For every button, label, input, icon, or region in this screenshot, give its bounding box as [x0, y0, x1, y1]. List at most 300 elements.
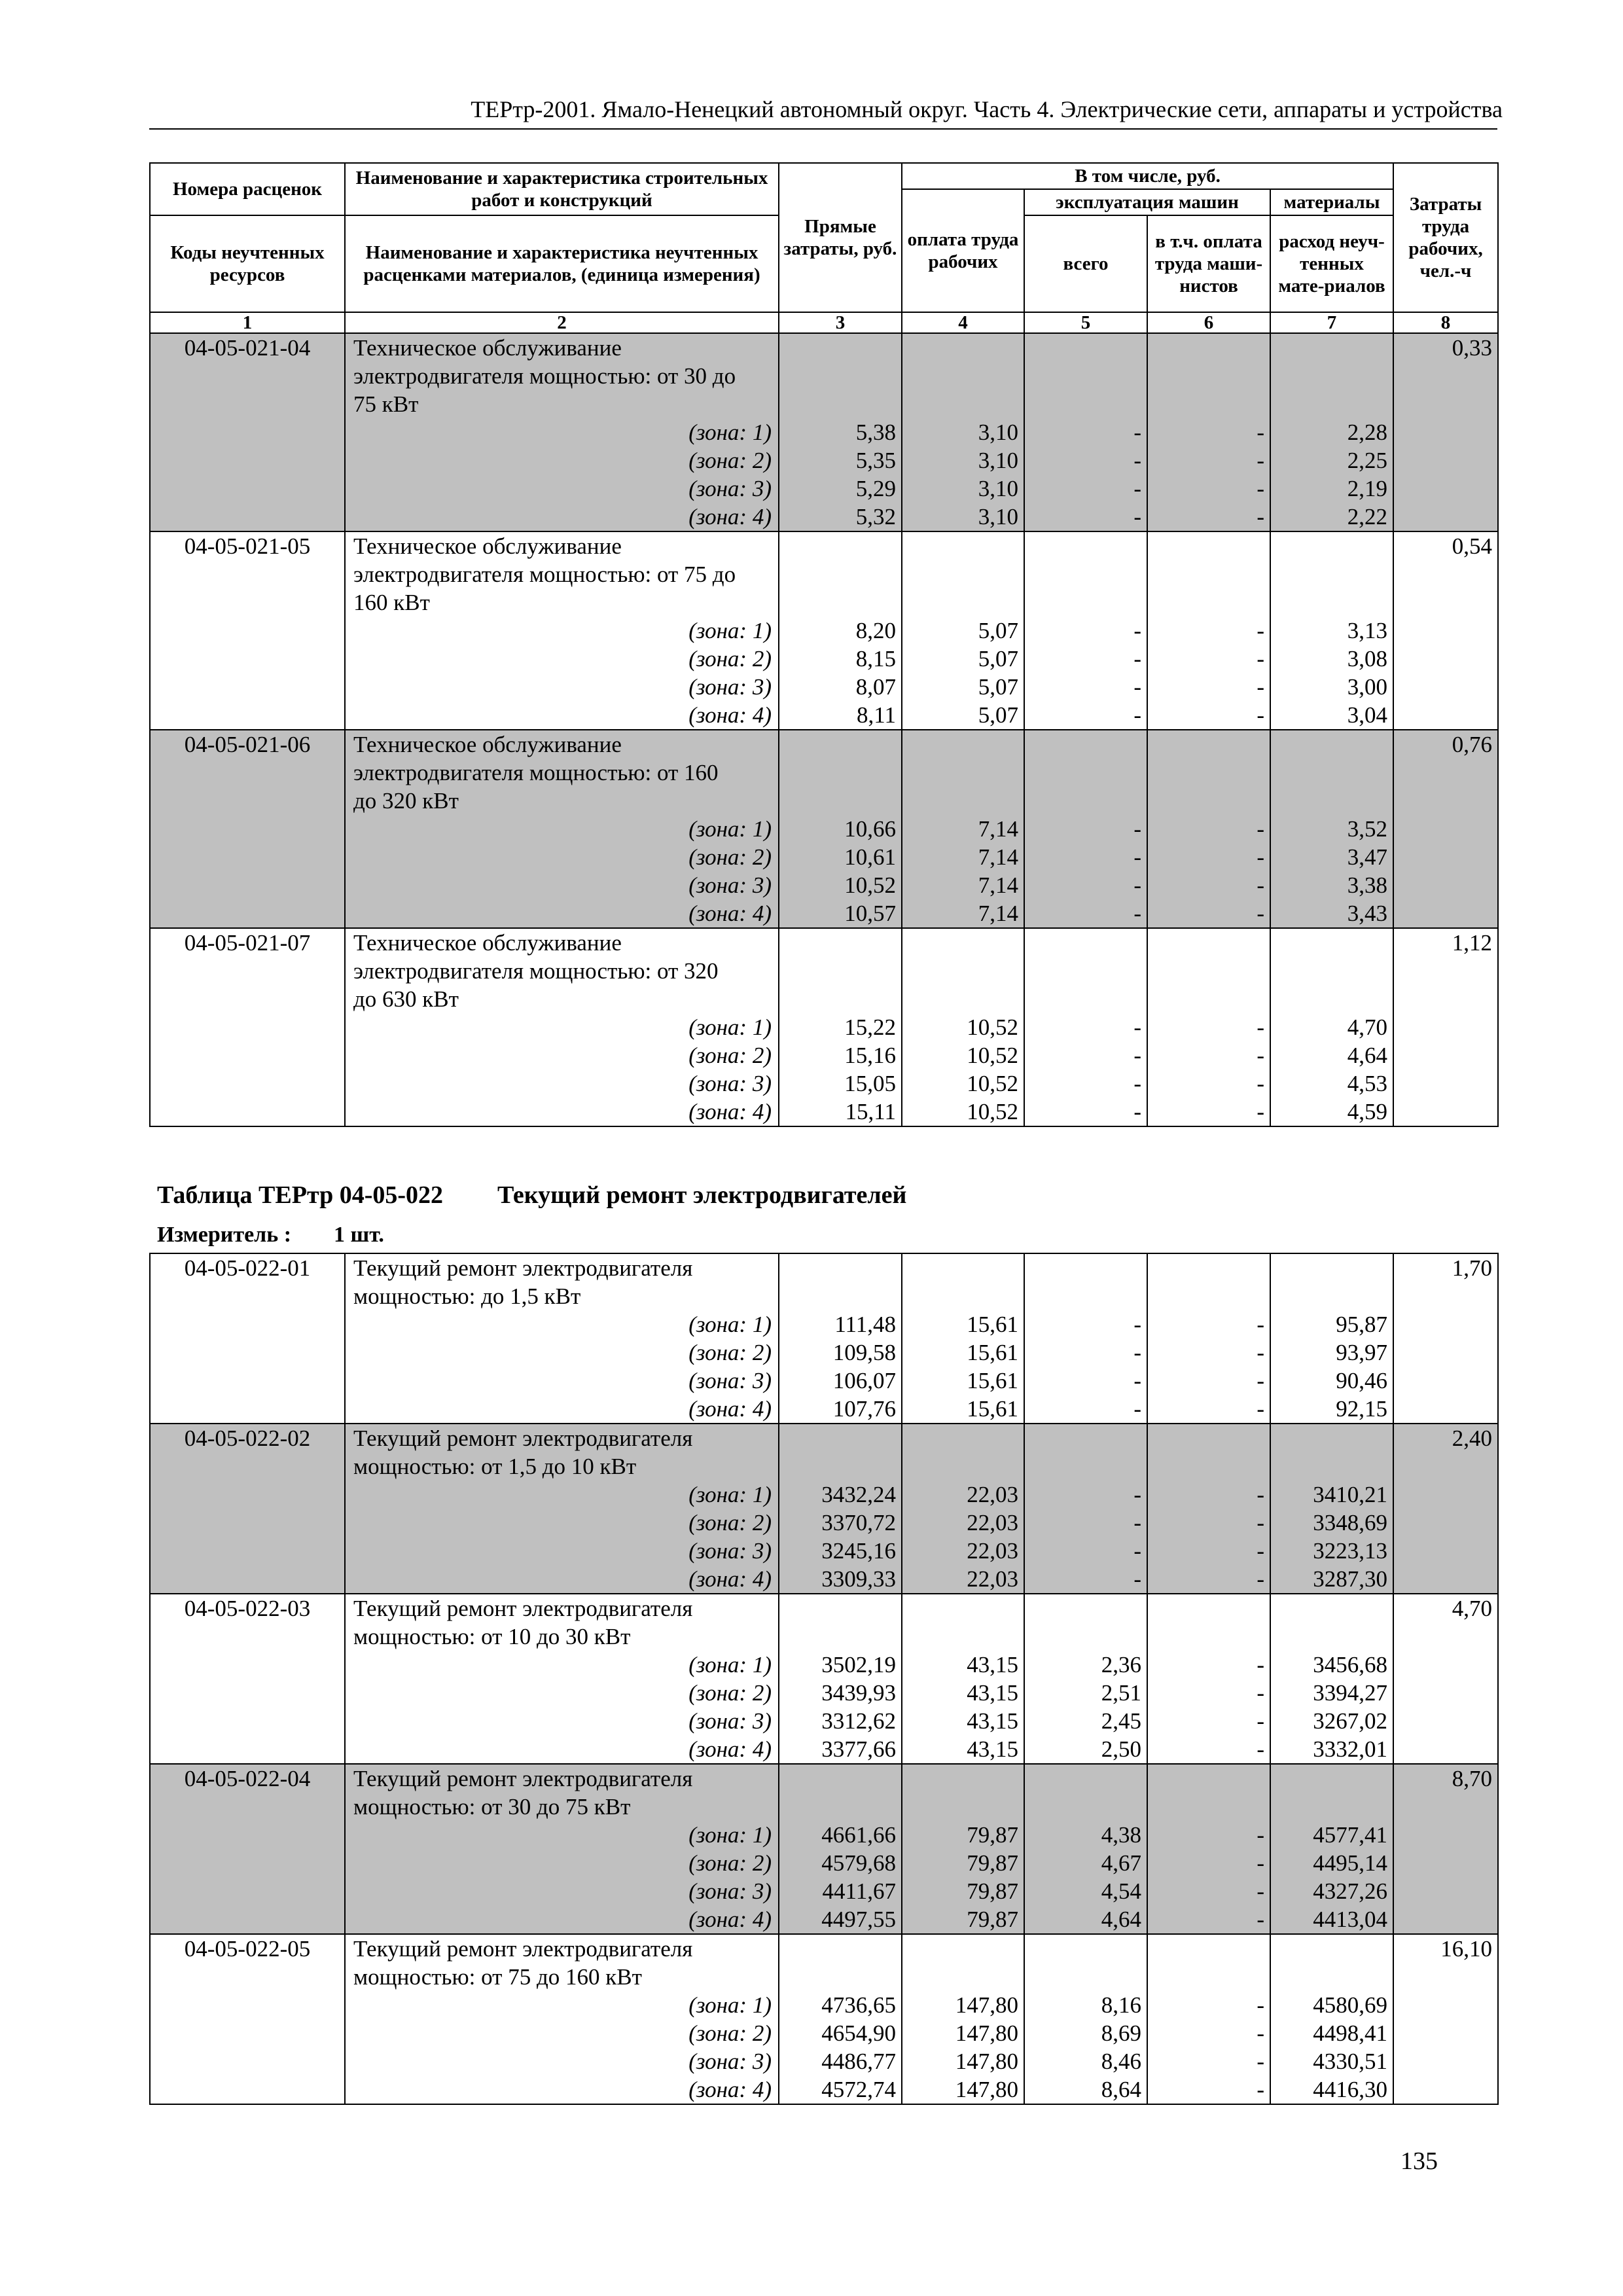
value: -: [1133, 816, 1141, 842]
value: 8,07: [855, 674, 896, 700]
machines-cell: [1024, 333, 1147, 531]
header-machines-group: эксплуатация машин: [1024, 189, 1270, 215]
value: 3432,24: [821, 1482, 896, 1507]
rate-code: 04-05-022-05: [150, 1934, 345, 2104]
spacer: [1148, 730, 1264, 815]
value: 147,80: [955, 1992, 1018, 2018]
value: -: [1257, 1907, 1264, 1932]
value: 3,10: [978, 476, 1018, 501]
description-text: [353, 1765, 773, 1821]
spacer: [1271, 1935, 1387, 1991]
zone-label: (зона: 3): [688, 1708, 772, 1734]
value: -: [1133, 646, 1141, 672]
value: -: [1133, 1566, 1141, 1592]
zone-label: (зона: 2): [688, 1680, 772, 1706]
labor-cost-cell: 1,12: [1393, 928, 1498, 1126]
value: 4577,41: [1313, 1822, 1387, 1848]
value: 4497,55: [821, 1907, 896, 1932]
value: 2,25: [1347, 448, 1388, 473]
value: -: [1133, 504, 1141, 529]
zone-label: (зона: 3): [688, 476, 772, 501]
zone-labels: [353, 1310, 773, 1423]
spacer: [1271, 929, 1387, 1013]
machinist-wages-cell: [1147, 531, 1270, 730]
wages-cell: [902, 928, 1024, 1126]
description-line: до 630 кВт: [353, 986, 459, 1012]
value: 22,03: [967, 1538, 1018, 1564]
description-line: электродвигателя мощностью: от 30 до: [353, 363, 736, 389]
spacer: [1271, 730, 1387, 815]
value: 4736,65: [821, 1992, 896, 2018]
value: -: [1257, 1368, 1264, 1393]
value: 3,52: [1347, 816, 1388, 842]
zone-label: (зона: 1): [688, 1312, 772, 1337]
value: 3,10: [978, 504, 1018, 529]
description-text: [353, 532, 773, 617]
spacer: [1148, 1254, 1264, 1310]
spacer: [1025, 929, 1141, 1013]
machinist-wages-cell: [1147, 1764, 1270, 1934]
materials-cell: [1270, 531, 1393, 730]
rate-row: [150, 730, 1498, 928]
zone-label: (зона: 4): [688, 1736, 772, 1762]
value: 4,38: [1101, 1822, 1141, 1848]
materials-cell: [1270, 1594, 1393, 1764]
spacer: [1271, 1765, 1387, 1821]
value: 8,46: [1101, 2049, 1141, 2074]
zone-label: (зона: 4): [688, 1396, 772, 1422]
value: -: [1133, 674, 1141, 700]
value: 2,51: [1101, 1680, 1141, 1706]
zone-label: (зона: 4): [688, 1907, 772, 1932]
machines-cell: [1024, 730, 1147, 928]
wages-cell: [902, 1764, 1024, 1934]
value: 7,14: [978, 901, 1018, 926]
value: 3245,16: [821, 1538, 896, 1564]
wages-cell: [902, 531, 1024, 730]
value: 8,15: [855, 646, 896, 672]
value: -: [1257, 1878, 1264, 1904]
value: 4327,26: [1313, 1878, 1387, 1904]
materials-cell: [1270, 333, 1393, 531]
wages-cell: [902, 1253, 1024, 1424]
machines-cell: [1024, 1934, 1147, 2104]
value: 8,69: [1101, 2020, 1141, 2046]
spacer: [1025, 730, 1141, 815]
value: 4,64: [1101, 1907, 1141, 1932]
zone-label: (зона: 2): [688, 1043, 772, 1068]
value: 2,45: [1101, 1708, 1141, 1734]
value: 4661,66: [821, 1822, 896, 1848]
zone-label: (зона: 3): [688, 1538, 772, 1564]
rate-code: 04-05-022-04: [150, 1764, 345, 1934]
value: 79,87: [967, 1822, 1018, 1848]
value: 5,32: [855, 504, 896, 529]
spacer: [1025, 334, 1141, 418]
spacer: [779, 929, 896, 1013]
zone-label: (зона: 3): [688, 1071, 772, 1096]
value: 4,54: [1101, 1878, 1141, 1904]
spacer: [902, 334, 1018, 418]
spacer: [779, 1254, 896, 1310]
value: -: [1133, 1099, 1141, 1124]
value: -: [1257, 1850, 1264, 1876]
value: -: [1257, 901, 1264, 926]
rate-row: [150, 531, 1498, 730]
value: 3377,66: [821, 1736, 896, 1762]
header-including-group: В том числе, руб.: [902, 163, 1393, 189]
spacer: [902, 1254, 1018, 1310]
wages-cell: [902, 1424, 1024, 1594]
value: 79,87: [967, 1850, 1018, 1876]
value: -: [1257, 1992, 1264, 2018]
rate-description: [345, 1424, 779, 1594]
value: -: [1133, 618, 1141, 643]
value: 3287,30: [1313, 1566, 1387, 1592]
rate-description: [345, 1764, 779, 1934]
value: 22,03: [967, 1566, 1018, 1592]
page-number: 135: [1400, 2147, 1438, 2175]
rate-description: [345, 1253, 779, 1424]
spacer: [1148, 929, 1264, 1013]
value: 8,64: [1101, 2077, 1141, 2102]
spacer: [1148, 334, 1264, 418]
value: -: [1133, 1396, 1141, 1422]
table-body: [150, 333, 1498, 1126]
description-line: мощностью: от 30 до 75 кВт: [353, 1794, 631, 1820]
table-title-name: Текущий ремонт электродвигателей: [497, 1181, 907, 1209]
description-line: мощностью: от 75 до 160 кВт: [353, 1964, 642, 1990]
value: -: [1133, 1538, 1141, 1564]
value: 92,15: [1336, 1396, 1387, 1422]
labor-cost-cell: 16,10: [1393, 1934, 1498, 2104]
header-machinist-wages: в т.ч. оплата труда маши-нистов: [1147, 215, 1270, 312]
zone-labels: [353, 1821, 773, 1933]
value: 4572,74: [821, 2077, 896, 2102]
rate-code: 04-05-022-03: [150, 1594, 345, 1764]
labor-cost-cell: 0,33: [1393, 333, 1498, 531]
machinist-wages-cell: [1147, 1934, 1270, 2104]
header-machines-total: всего: [1024, 215, 1147, 312]
value: 10,52: [844, 872, 896, 898]
value: 3223,13: [1313, 1538, 1387, 1564]
value: 4,64: [1347, 1043, 1388, 1068]
zone-label: (зона: 1): [688, 1482, 772, 1507]
header-rule: [149, 128, 1497, 130]
value: 4411,67: [822, 1878, 896, 1904]
description-text: [353, 334, 773, 418]
value: -: [1133, 1014, 1141, 1040]
value: 107,76: [832, 1396, 896, 1422]
machinist-wages-cell: [1147, 333, 1270, 531]
value: 2,19: [1347, 476, 1388, 501]
spacer: [902, 929, 1018, 1013]
value: -: [1257, 618, 1264, 643]
zone-label: (зона: 4): [688, 2077, 772, 2102]
value: -: [1257, 702, 1264, 728]
value: -: [1257, 1510, 1264, 1535]
zone-label: (зона: 2): [688, 1510, 772, 1535]
value: 2,36: [1101, 1652, 1141, 1677]
value: -: [1257, 476, 1264, 501]
labor-cost-cell: 1,70: [1393, 1253, 1498, 1424]
value: 4580,69: [1313, 1992, 1387, 2018]
direct-cost-cell: [779, 1594, 902, 1764]
value: 22,03: [967, 1510, 1018, 1535]
description-line: до 320 кВт: [353, 788, 459, 814]
value: 3502,19: [821, 1652, 896, 1677]
wages-cell: [902, 333, 1024, 531]
value: -: [1257, 2020, 1264, 2046]
value: -: [1257, 1071, 1264, 1096]
spacer: [1025, 1935, 1141, 1991]
spacer: [1148, 1935, 1264, 1991]
zone-label: (зона: 2): [688, 646, 772, 672]
value: 147,80: [955, 2077, 1018, 2102]
description-line: Текущий ремонт электродвигателя: [353, 1766, 693, 1791]
description-text: [353, 1594, 773, 1651]
value: -: [1133, 844, 1141, 870]
rate-description: [345, 1934, 779, 2104]
zone-label: (зона: 1): [688, 1822, 772, 1848]
zone-label: (зона: 4): [688, 504, 772, 529]
description-line: Техническое обслуживание: [353, 335, 622, 361]
labor-cost-cell: 8,70: [1393, 1764, 1498, 1934]
machinist-wages-cell: [1147, 928, 1270, 1126]
spacer: [779, 1594, 896, 1651]
zone-label: (зона: 3): [688, 674, 772, 700]
value: 10,52: [967, 1099, 1018, 1124]
value: 147,80: [955, 2049, 1018, 2074]
value: 5,07: [978, 618, 1018, 643]
spacer: [902, 1765, 1018, 1821]
value: 5,07: [978, 674, 1018, 700]
direct-cost-cell: [779, 1934, 902, 2104]
value: 147,80: [955, 2020, 1018, 2046]
spacer: [779, 532, 896, 617]
header-worker-wages: оплата труда рабочих: [902, 189, 1024, 312]
rate-code: 04-05-021-06: [150, 730, 345, 928]
value: 10,66: [844, 816, 896, 842]
materials-cell: [1270, 1764, 1393, 1934]
machinist-wages-cell: [1147, 730, 1270, 928]
value: -: [1257, 1043, 1264, 1068]
spacer: [1148, 1594, 1264, 1651]
value: -: [1257, 1736, 1264, 1762]
value: -: [1133, 1482, 1141, 1507]
column-number: 1: [150, 312, 345, 333]
value: 3267,02: [1313, 1708, 1387, 1734]
direct-cost-cell: [779, 531, 902, 730]
value: 111,48: [834, 1312, 896, 1337]
value: 10,61: [844, 844, 896, 870]
value: 15,16: [844, 1043, 896, 1068]
value: 5,35: [855, 448, 896, 473]
value: 5,07: [978, 646, 1018, 672]
rate-code: 04-05-022-01: [150, 1253, 345, 1424]
value: 4,67: [1101, 1850, 1141, 1876]
header-rate-numbers: Номера расценок: [150, 163, 345, 215]
value: 3410,21: [1313, 1482, 1387, 1507]
machines-cell: [1024, 531, 1147, 730]
value: 4330,51: [1313, 2049, 1387, 2074]
description-text: [353, 1254, 773, 1310]
value: 93,97: [1336, 1340, 1387, 1365]
value: -: [1133, 476, 1141, 501]
value: 43,15: [967, 1652, 1018, 1677]
zone-label: (зона: 2): [688, 1850, 772, 1876]
value: -: [1257, 1099, 1264, 1124]
zone-label: (зона: 4): [688, 1099, 772, 1124]
materials-cell: [1270, 1253, 1393, 1424]
value: 4413,04: [1313, 1907, 1387, 1932]
value: 15,61: [967, 1396, 1018, 1422]
header-resource-codes: Коды неучтенных ресурсов: [150, 215, 345, 312]
measure-value: 1 шт.: [334, 1223, 384, 1247]
header-labor-costs: Затраты труда рабочих, чел.-ч: [1393, 163, 1498, 312]
value: 3312,62: [821, 1708, 896, 1734]
value: -: [1257, 1312, 1264, 1337]
spacer: [1148, 1765, 1264, 1821]
zone-label: (зона: 1): [688, 1992, 772, 2018]
measure-unit: [157, 1223, 384, 1247]
value: -: [1257, 844, 1264, 870]
value: 10,52: [967, 1071, 1018, 1096]
value: 3309,33: [821, 1566, 896, 1592]
value: -: [1257, 1822, 1264, 1848]
rate-code: 04-05-022-02: [150, 1424, 345, 1594]
value: -: [1133, 901, 1141, 926]
spacer: [779, 334, 896, 418]
value: -: [1257, 1340, 1264, 1365]
value: 15,61: [967, 1312, 1018, 1337]
value: 5,07: [978, 702, 1018, 728]
materials-cell: [1270, 928, 1393, 1126]
zone-labels: [353, 815, 773, 927]
machines-cell: [1024, 1424, 1147, 1594]
value: -: [1257, 1708, 1264, 1734]
zone-label: (зона: 2): [688, 2020, 772, 2046]
rate-row: [150, 1253, 1498, 1424]
value: -: [1133, 1510, 1141, 1535]
zone-labels: [353, 1480, 773, 1593]
materials-cell: [1270, 730, 1393, 928]
header-direct-costs: Прямые затраты, руб.: [779, 163, 902, 312]
description-text: [353, 929, 773, 1013]
description-line: 75 кВт: [353, 391, 419, 417]
rate-row: [150, 928, 1498, 1126]
machinist-wages-cell: [1147, 1424, 1270, 1594]
machines-cell: [1024, 928, 1147, 1126]
value: 43,15: [967, 1708, 1018, 1734]
spacer: [1271, 532, 1387, 617]
spacer: [902, 532, 1018, 617]
value: -: [1133, 702, 1141, 728]
zone-label: (зона: 3): [688, 1878, 772, 1904]
value: 5,38: [855, 420, 896, 445]
value: -: [1257, 816, 1264, 842]
value: 3394,27: [1313, 1680, 1387, 1706]
machinist-wages-cell: [1147, 1253, 1270, 1424]
table-body: [150, 1253, 1498, 2104]
machines-cell: [1024, 1253, 1147, 1424]
zone-label: (зона: 2): [688, 448, 772, 473]
column-number: 6: [1147, 312, 1270, 333]
description-line: мощностью: до 1,5 кВт: [353, 1283, 581, 1309]
machines-cell: [1024, 1764, 1147, 1934]
value: -: [1257, 2049, 1264, 2074]
value: -: [1257, 1566, 1264, 1592]
spacer: [779, 1765, 896, 1821]
spacer: [1025, 1424, 1141, 1480]
value: 15,11: [845, 1099, 896, 1124]
value: -: [1257, 448, 1264, 473]
wages-cell: [902, 730, 1024, 928]
zone-label: (зона: 3): [688, 2049, 772, 2074]
spacer: [779, 730, 896, 815]
machines-cell: [1024, 1594, 1147, 1764]
value: 3332,01: [1313, 1736, 1387, 1762]
value: -: [1133, 1043, 1141, 1068]
rate-row: [150, 1934, 1498, 2104]
value: -: [1257, 872, 1264, 898]
direct-cost-cell: [779, 333, 902, 531]
zone-label: (зона: 4): [688, 1566, 772, 1592]
value: 15,05: [844, 1071, 896, 1096]
direct-cost-cell: [779, 1253, 902, 1424]
value: 4,53: [1347, 1071, 1388, 1096]
value: 10,57: [844, 901, 896, 926]
header-work-name: Наименование и характеристика строительных работ и конструкций: [345, 163, 779, 215]
labor-cost-cell: 4,70: [1393, 1594, 1498, 1764]
description-text: [353, 730, 773, 815]
description-line: Текущий ремонт электродвигателя: [353, 1426, 693, 1451]
value: -: [1257, 1396, 1264, 1422]
description-line: электродвигателя мощностью: от 75 до: [353, 562, 736, 587]
labor-cost-cell: 0,76: [1393, 730, 1498, 928]
zone-label: (зона: 1): [688, 618, 772, 643]
value: -: [1257, 1014, 1264, 1040]
table-title-code: Таблица ТЕРтр 04-05-022: [157, 1181, 444, 1209]
zone-labels: [353, 418, 773, 531]
value: 4579,68: [821, 1850, 896, 1876]
direct-cost-cell: [779, 730, 902, 928]
direct-cost-cell: [779, 1424, 902, 1594]
zone-label: (зона: 3): [688, 872, 772, 898]
value: 10,52: [967, 1014, 1018, 1040]
value: 79,87: [967, 1907, 1018, 1932]
value: 8,11: [857, 702, 896, 728]
rates-table-021: [149, 162, 1499, 1127]
rate-row: [150, 1764, 1498, 1934]
zone-label: (зона: 1): [688, 1652, 772, 1677]
value: -: [1257, 1482, 1264, 1507]
rate-description: [345, 928, 779, 1126]
spacer: [779, 1935, 896, 1991]
value: 43,15: [967, 1680, 1018, 1706]
value: 8,20: [855, 618, 896, 643]
machinist-wages-cell: [1147, 1594, 1270, 1764]
value: -: [1133, 872, 1141, 898]
value: -: [1133, 1071, 1141, 1096]
value: -: [1133, 420, 1141, 445]
value: 3,47: [1347, 844, 1388, 870]
description-line: Текущий ремонт электродвигателя: [353, 1255, 693, 1281]
column-number: 3: [779, 312, 902, 333]
spacer: [1025, 1594, 1141, 1651]
value: 4654,90: [821, 2020, 896, 2046]
zone-labels: [353, 1991, 773, 2104]
